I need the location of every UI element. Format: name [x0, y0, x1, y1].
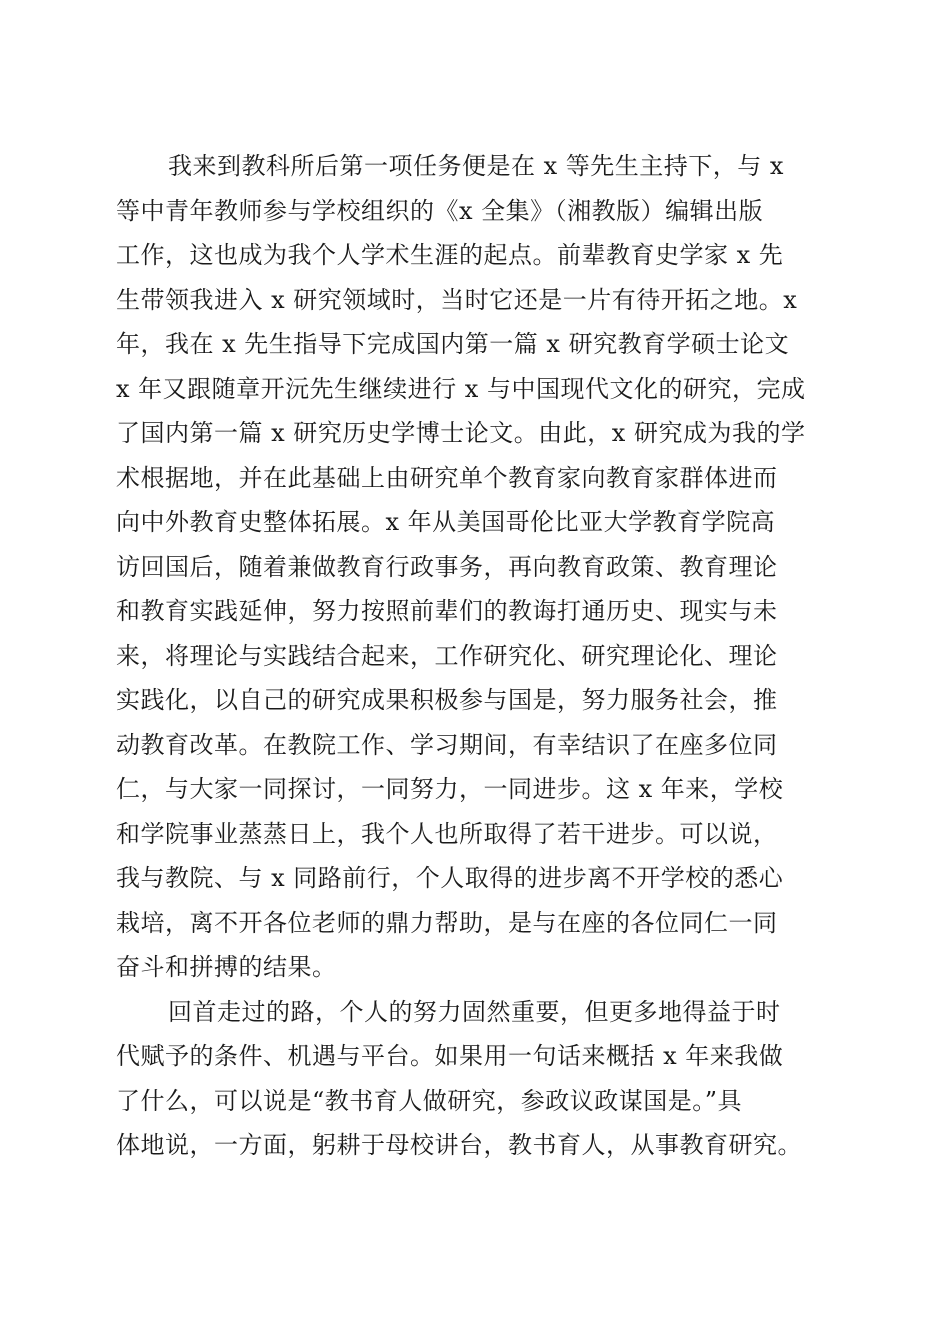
paragraph-line: 体地说，一方面，躬耕于母校讲台，教书育人，从事教育研究。 [116, 1131, 802, 1159]
paragraph-line: 仁，与大家一同探讨，一同努力，一同进步。这 x 年来，学校 [116, 775, 784, 803]
paragraph-line: 年，我在 x 先生指导下完成国内第一篇 x 研究教育学硕士论文 [116, 330, 790, 358]
paragraph-line: 动教育改革。在教院工作、学习期间，有幸结识了在座多位同 [116, 730, 778, 759]
paragraph-line: 等中青年教师参与学校组织的《x 全集》（湘教版）编辑出版 [116, 196, 764, 225]
paragraph-line: 工作，这也成为我个人学术生涯的起点。前辈教育史学家 x 先 [116, 241, 784, 269]
paragraph-line: 术根据地，并在此基础上由研究单个教育家向教育家群体进而 [116, 463, 778, 492]
paragraph-line: 访回国后，随着兼做教育行政事务，再向教育政策、教育理论 [116, 552, 778, 581]
paragraph-line: 实践化，以自己的研究成果积极参与国是，努力服务社会，推 [116, 686, 778, 714]
paragraph-line: 代赋予的条件、机遇与平台。如果用一句话来概括 x 年来我做 [116, 1042, 784, 1070]
paragraph-line: 我来到教科所后第一项任务便是在 x 等先生主持下，与 x [168, 152, 784, 180]
paragraph-line: x 年又跟随章开沅先生继续进行 x 与中国现代文化的研究，完成 [116, 374, 806, 403]
paragraph-line: 来，将理论与实践结合起来，工作研究化、研究理论化、理论 [116, 641, 778, 670]
paragraph-line: 和教育实践延伸，努力按照前辈们的教诲打通历史、现实与未 [116, 597, 778, 625]
paragraph-line: 生带领我进入 x 研究领域时，当时它还是一片有待开拓之地。x [116, 285, 798, 314]
paragraph-line: 了国内第一篇 x 研究历史学博士论文。由此，x 研究成为我的学 [116, 419, 806, 447]
paragraph-line: 向中外教育史整体拓展。x 年从美国哥伦比亚大学教育学院高 [116, 508, 776, 536]
body-text [116, 144, 846, 1168]
paragraph-line: 我与教院、与 x 同路前行，个人取得的进步离不开学校的悉心 [116, 864, 784, 892]
paragraph-line: 和学院事业蒸蒸日上，我个人也所取得了若干进步。可以说， [116, 819, 778, 848]
paragraph-line: 回首走过的路，个人的努力固然重要，但更多地得益于时 [168, 997, 781, 1026]
paragraph-line: 了什么，可以说是“教书育人做研究，参政议政谋国是。”具 [116, 1086, 743, 1115]
paragraph-line: 栽培，离不开各位老师的鼎力帮助，是与在座的各位同仁一同 [116, 908, 778, 937]
paragraph-2 [116, 990, 846, 1168]
paragraph-line: 奋斗和拼搏的结果。 [116, 953, 337, 981]
paragraph-1 [116, 144, 846, 990]
